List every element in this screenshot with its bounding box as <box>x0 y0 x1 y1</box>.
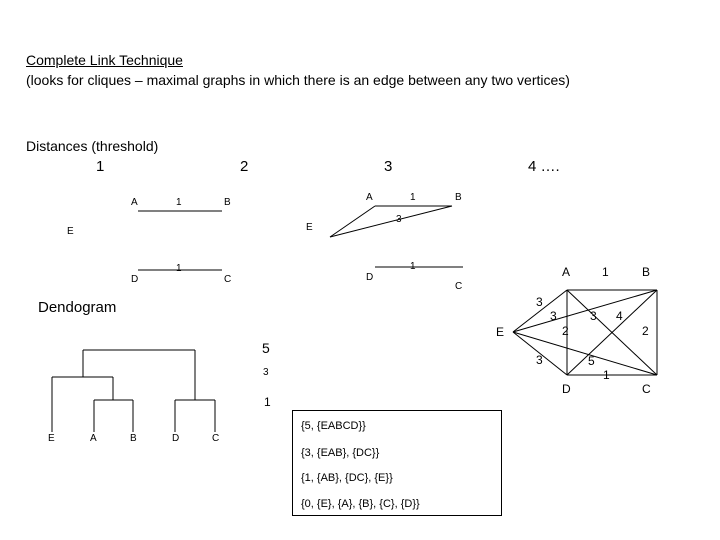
cluster-list-box <box>292 410 502 516</box>
weight-ea-t4: 3 <box>536 295 543 309</box>
edge-ea-3 <box>330 206 375 237</box>
weight-dc-t1: 1 <box>176 263 182 274</box>
weight-ab-t4: 1 <box>602 265 609 279</box>
dendrogram-leaf-c: C <box>212 433 220 444</box>
node-e-t4: E <box>496 325 505 339</box>
threshold-1: 1 <box>96 158 105 175</box>
dendrogram-title: Dendogram <box>38 299 117 316</box>
cluster-level-0: {0, {E}, {A}, {B}, {C}, {D}} <box>301 498 420 510</box>
weight-ac-t4: 3 <box>590 309 597 323</box>
node-a-t3: A <box>366 192 373 203</box>
weight-ad-t4: 2 <box>562 324 569 338</box>
cluster-level-3: {3, {EAB}, {DC}} <box>301 447 380 459</box>
weight-dc-t4: 1 <box>603 368 610 382</box>
node-c-t4: C <box>642 382 651 396</box>
page-subtitle: (looks for cliques – maximal graphs in which there is an edge between any two vertices) <box>26 72 570 88</box>
node-a-t4: A <box>562 265 571 279</box>
distances-label: Distances (threshold) <box>26 138 159 154</box>
weight-ed-t4: 3 <box>536 353 543 367</box>
dendrogram-height-5: 5 <box>262 340 270 356</box>
edge-eb-3 <box>330 206 452 237</box>
weight-bc-t4: 2 <box>642 324 649 338</box>
node-b-t1: B <box>224 197 231 208</box>
node-a-t1: A <box>131 197 138 208</box>
node-e-t1: E <box>67 226 74 237</box>
cluster-level-1: {1, {AB}, {DC}, {E}} <box>301 472 393 484</box>
node-d-t1: D <box>131 274 139 285</box>
node-b-t4: B <box>642 265 651 279</box>
node-b-t3: B <box>455 192 462 203</box>
weight-bd-t4: 4 <box>616 309 623 323</box>
node-c-t3: C <box>455 281 463 292</box>
weight-dc-t3: 1 <box>410 261 416 272</box>
weight-ab-t1: 1 <box>176 197 182 208</box>
weight-ec-t4: 5 <box>588 354 595 368</box>
page-title: Complete Link Technique <box>26 52 183 68</box>
threshold-2: 2 <box>240 158 249 175</box>
threshold-4: 4 …. <box>528 158 560 175</box>
dendrogram-height-3: 3 <box>263 367 269 378</box>
dendrogram-height-1: 1 <box>264 395 271 409</box>
node-c-t1: C <box>224 274 232 285</box>
node-d-t4: D <box>562 382 571 396</box>
weight-ab-t3: 1 <box>410 192 416 203</box>
dendrogram-leaf-b: B <box>130 433 137 444</box>
weight-eb-t4: 3 <box>550 309 557 323</box>
dendrogram-leaf-e: E <box>48 433 55 444</box>
threshold-3: 3 <box>384 158 393 175</box>
cluster-level-5: {5, {EABCD}} <box>301 420 366 432</box>
edge-ec-4 <box>513 332 657 375</box>
node-e-t3: E <box>306 222 313 233</box>
weight-eb-t3: 3 <box>396 214 402 225</box>
node-d-t3: D <box>366 272 374 283</box>
dendrogram-leaf-a: A <box>90 433 97 444</box>
dendrogram-leaf-d: D <box>172 433 180 444</box>
